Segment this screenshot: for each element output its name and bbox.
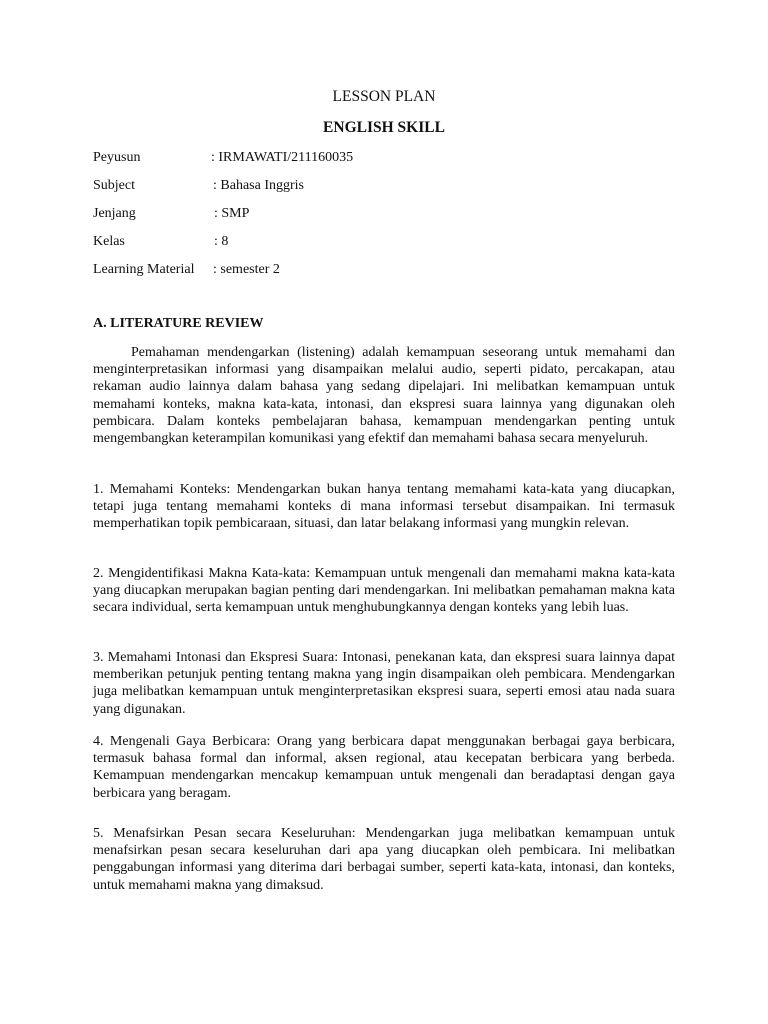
meta-label-subject: Subject [93,178,135,193]
meta-row-kelas [93,233,693,261]
point-2-paragraph: 2. Mengidentifikasi Makna Kata-kata: Kemampuan untuk mengenali dan memahami makna kata-kata yang diucapkan merupakan bagian penting dari mendengarkan. Ini melibatkan pemahaman makna kata secara individual, serta kemampuan untuk menghubungkannya dengan konteks yang lebih luas. [93,566,675,616]
point-5-paragraph: 5. Menafsirkan Pesan secara Keseluruhan: Mendengarkan juga melibatkan kemampuan untuk menafsirkan pesan secara keseluruhan dari apa yang diucapkan oleh pembicara. Ini melibatkan penggabungan informasi yang diterima dari berbagai sumber, seperti kata-kata, intonasi, dan konteks, untuk memahami makna yang dimaksud. [93,826,675,893]
meta-label-learning-material: Learning Material [93,262,195,277]
meta-value-learning-material: : semester 2 [213,262,280,277]
point-1-paragraph: 1. Memahami Konteks: Mendengarkan bukan hanya tentang memahami kata-kata yang diucapkan, tetapi juga tentang memahami konteks di mana informasi tersebut disampaikan. Ini termasuk memperhatikan topik pembicaraan, situasi, dan latar belakang informasi yang mungkin relevan. [93,482,675,532]
meta-row-subject [93,177,693,205]
section-heading: A. LITERATURE REVIEW [93,316,264,331]
document-subtitle: ENGLISH SKILL [323,119,445,136]
meta-value-kelas: : 8 [214,234,229,249]
meta-value-subject: : Bahasa Inggris [213,178,304,193]
meta-label-kelas: Kelas [93,234,125,249]
meta-value-peyusun: : IRMAWATI/211160035 [211,150,354,165]
point-3-paragraph: 3. Memahami Intonasi dan Ekspresi Suara: Intonasi, penekanan kata, dan ekspresi suara lainnya dapat memberikan petunjuk penting tentang makna yang ingin disampaikan oleh pembicara. Mendengarkan juga melibatkan kemampuan untuk menginterpretasikan ekspresi suara, seperti emosi atau nada suara yang digunakan. [93,650,675,717]
intro-paragraph: Pemahaman mendengarkan (listening) adalah kemampuan seseorang untuk memahami dan menginterpretasikan informasi yang disampaikan melalui audio, seperti pidato, percakapan, atau rekaman audio lainnya dalam bahasa yang sedang dipelajari. Ini melibatkan kemampuan untuk memahami konteks, makna kata-kata, intonasi, dan ekspresi suara lainnya yang digunakan oleh pembicara. Dalam konteks pembelajaran bahasa, kemampuan mendengarkan penting untuk mengembangkan keterampilan komunikasi yang efektif dan memahami bahasa secara menyeluruh. [93,345,675,447]
meta-row-learning-material [93,261,693,289]
meta-row-peyusun [93,149,693,177]
meta-label-jenjang: Jenjang [93,206,136,221]
meta-label-peyusun: Peyusun [93,150,141,165]
point-4-paragraph: 4. Mengenali Gaya Berbicara: Orang yang berbicara dapat menggunakan berbagai gaya berbicara, termasuk bahasa formal dan informal, aksen regional, atau kecepatan berbicara yang berbeda. Kemampuan mendengarkan mencakup kemampuan untuk mengenali dan beradaptasi dengan gaya berbicara yang beragam. [93,734,675,801]
meta-row-jenjang [93,205,693,233]
document-title: LESSON PLAN [332,88,436,105]
meta-value-jenjang: : SMP [214,206,250,221]
meta-table [93,149,693,289]
